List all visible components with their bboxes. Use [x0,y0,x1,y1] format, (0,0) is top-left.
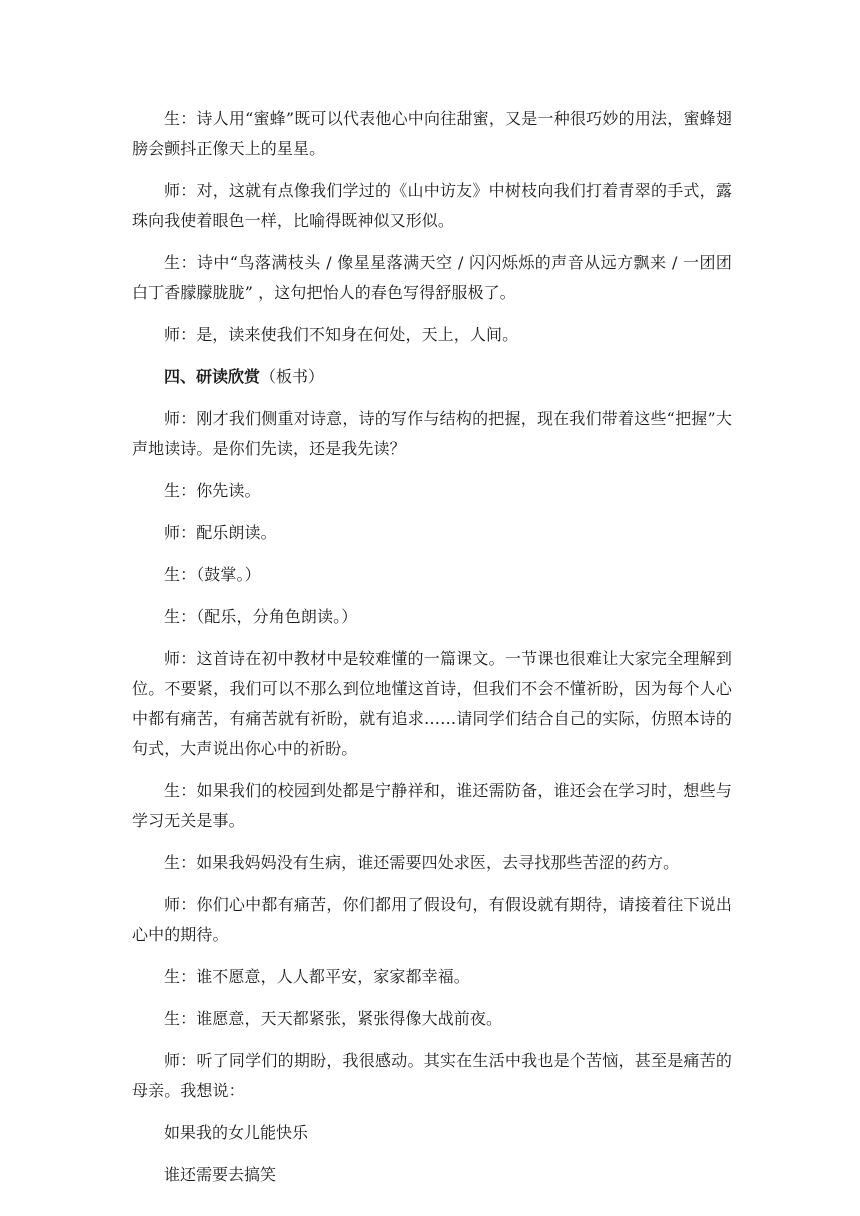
paragraph: 师：刚才我们侧重对诗意，诗的写作与结构的把握，现在我们带着这些“把握”大声地读诗。是你们先读，还是我先读？ [132,409,732,458]
paragraph: 师：配乐朗读。 [164,523,277,542]
paragraph: 生：（鼓掌。） [164,565,261,584]
paragraph: 生：诗中“鸟落满枝头 / 像星星落满天空 / 闪闪烁烁的声音从远方飘来 / 一团团白丁香朦朦胧胧” ，这句把怡人的春色写得舒服极了。 [132,253,732,302]
poem-line: 如果我的女儿能快乐 [164,1123,309,1142]
paragraph: 生：你先读。 [164,481,261,500]
paragraph: 生：谁不愿意，人人都平安，家家都幸福。 [164,967,470,986]
document-body [132,104,732,1202]
paragraph: 师：这首诗在初中教材中是较难懂的一篇课文。一节课也很难让大家完全理解到位。不要紧，我们可以不那么到位地懂这首诗，但我们不会不懂祈盼，因为每个人心中都有痛苦，有痛苦就有祈盼，就有追求……请同学们结合自己的实际，仿照本诗的句式，大声说出你心中的祈盼。 [132,649,732,758]
section-note: （板书） [260,367,325,386]
section-heading [132,362,732,392]
paragraph: 师：对，这就有点像我们学过的《山中访友》中树枝向我们打着青翠的手式，露珠向我使着眼色一样，比喻得既神似又形似。 [132,181,732,230]
section-title: 四、研读欣赏 [164,367,261,386]
paragraph: 生：如果我妈妈没有生病，谁还需要四处求医，去寻找那些苦涩的药方。 [164,853,680,872]
paragraph: 生：（配乐，分角色朗读。） [164,607,358,626]
poem-line: 谁还需要去搞笑 [164,1165,277,1184]
paragraph: 师：是，读来使我们不知身在何处，天上，人间。 [164,325,519,344]
paragraph: 生：诗人用“蜜蜂”既可以代表他心中向往甜蜜，又是一种很巧妙的用法，蜜蜂翅膀会颤抖正像天上的星星。 [132,109,732,158]
paragraph: 生：如果我们的校园到处都是宁静祥和，谁还需防备，谁还会在学习时，想些与学习无关是事。 [132,781,732,830]
paragraph: 生：谁愿意，天天都紧张，紧张得像大战前夜。 [164,1009,503,1028]
paragraph: 师：听了同学们的期盼，我很感动。其实在生活中我也是个苦恼，甚至是痛苦的母亲。我想说： [132,1051,732,1100]
paragraph: 师：你们心中都有痛苦，你们都用了假设句，有假设就有期待，请接着往下说出心中的期待。 [132,895,732,944]
